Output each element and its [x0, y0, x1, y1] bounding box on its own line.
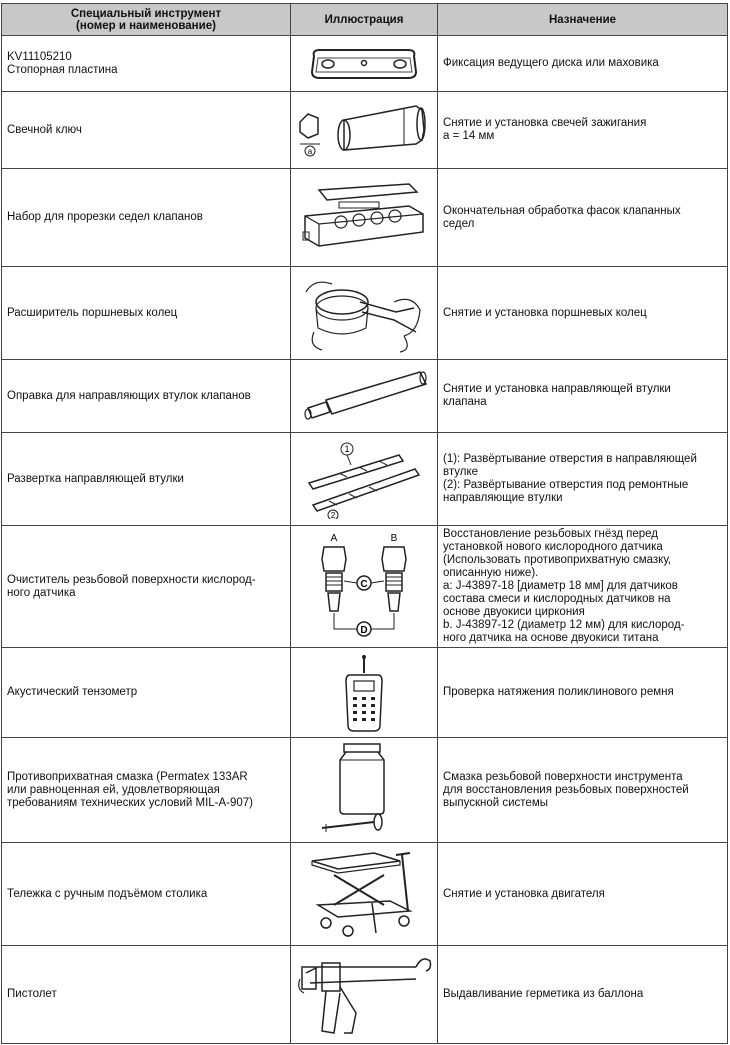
table-row	[2, 92, 728, 169]
tool-cell	[2, 169, 291, 267]
purpose-cell	[438, 36, 728, 92]
purpose-line: Снятие и установка направляющей втулки	[443, 383, 671, 395]
purpose-line: седел	[443, 217, 475, 230]
tool-cell	[2, 433, 291, 526]
purpose-line: (2): Развёртывание отверстия под ремонтные	[443, 479, 689, 491]
table-row	[2, 433, 728, 526]
purpose-line: ного датчика на основе двуокиси титана	[443, 632, 659, 644]
table-row	[2, 526, 728, 648]
purpose-line: выпускной системы	[443, 796, 548, 809]
belt-tension-gauge-icon	[334, 653, 394, 733]
illustration-cell	[291, 267, 438, 360]
table-row	[2, 360, 728, 433]
callout-D: D	[360, 624, 368, 636]
tool-line: Оправка для направляющих втулок клапанов	[7, 389, 251, 402]
valve-guide-drift-icon	[296, 366, 436, 426]
purpose-line: Проверка натяжения поликлинового ремня	[443, 686, 674, 698]
purpose-line: (1): Развёртывание отверстия в направляющей	[443, 453, 697, 465]
lock-plate-icon	[304, 44, 424, 84]
header-row	[2, 4, 728, 36]
spark-plug-socket-icon	[296, 100, 436, 160]
tool-cell	[2, 36, 291, 92]
anti-seize-bottle-icon	[314, 742, 414, 838]
tool-cell	[2, 92, 291, 169]
special-tools-table	[1, 3, 728, 1044]
tool-line: Расширитель поршневых колец	[7, 306, 178, 319]
purpose-cell	[438, 526, 728, 648]
tool-line: Тележка с ручным подъёмом столика	[7, 887, 208, 900]
purpose-line: состава смеси и кислородных датчиков на	[443, 593, 671, 605]
illustration-cell	[291, 738, 438, 843]
purpose-line: Окончательная обработка фасок клапанных	[443, 204, 681, 217]
tool-line: Противоприхватная смазка (Permatex 133AR	[7, 770, 248, 783]
table-row	[2, 738, 728, 843]
purpose-line: (Использовать противоприхватную смазку,	[443, 554, 672, 566]
purpose-cell	[438, 946, 728, 1044]
illustration-cell	[291, 526, 438, 648]
purpose-cell	[438, 267, 728, 360]
table-row	[2, 36, 728, 92]
piston-ring-expander-icon	[304, 272, 424, 354]
header-illustration: Иллюстрация	[291, 4, 438, 36]
purpose-line: Выдавливание герметика из баллона	[443, 988, 644, 1000]
tool-cell	[2, 267, 291, 360]
illustration-cell	[291, 843, 438, 946]
tool-cell	[2, 946, 291, 1044]
illustration-cell	[291, 169, 438, 267]
callout-C: C	[360, 578, 368, 590]
tool-line: Стопорная пластина	[7, 63, 118, 76]
purpose-line: b. J-43897-12 (диаметр 12 мм) для кислород-	[443, 619, 685, 631]
callout-A: A	[330, 532, 338, 544]
tool-cell	[2, 360, 291, 433]
table-row	[2, 946, 728, 1044]
purpose-line: описанную ниже).	[443, 567, 539, 579]
purpose-line: Смазка резьбовой поверхности инструмента	[443, 770, 683, 783]
illustration-cell	[291, 946, 438, 1044]
callout-2: 2	[330, 511, 336, 519]
tool-line: Акустический тензометр	[7, 686, 138, 698]
illustration-cell	[291, 433, 438, 526]
purpose-cell	[438, 738, 728, 843]
illustration-cell	[291, 36, 438, 92]
tool-line: KV11105210	[7, 50, 72, 63]
tool-line: требованиям технических условий MIL-A-907)	[7, 796, 254, 809]
tool-cell	[2, 738, 291, 843]
lift-table-cart-icon	[304, 847, 424, 941]
purpose-line: Снятие и установка поршневых колец	[443, 306, 647, 319]
table-row	[2, 169, 728, 267]
tool-line: Пистолет	[7, 988, 57, 1000]
tool-line: Очиститель резьбовой поверхности кислород-	[7, 573, 256, 586]
header-tool-text: Специальный инструмент (номер и наименование)	[70, 7, 222, 32]
callout-1: 1	[344, 444, 350, 454]
tool-line: Свечной ключ	[7, 123, 82, 136]
tool-cell	[2, 843, 291, 946]
callout-a: a	[307, 147, 313, 156]
table-row	[2, 843, 728, 946]
purpose-cell	[438, 169, 728, 267]
sealant-gun-icon	[296, 953, 436, 1037]
purpose-line: Восстановление резьбовых гнёзд перед	[443, 528, 659, 540]
purpose-line: клапана	[443, 396, 487, 408]
tool-line: Развертка направляющей втулки	[7, 472, 184, 485]
thread-chaser-icon	[304, 531, 424, 643]
purpose-cell	[438, 433, 728, 526]
table-row	[2, 267, 728, 360]
callout-B: B	[390, 532, 398, 544]
tool-cell	[2, 526, 291, 648]
purpose-cell	[438, 648, 728, 738]
purpose-line: a = 14 мм	[443, 130, 495, 142]
header-tool	[2, 4, 291, 36]
purpose-line: Фиксация ведущего диска или маховика	[443, 57, 659, 69]
purpose-line: основе двуокиси циркония	[443, 606, 585, 618]
valve-guide-reamer-icon	[299, 439, 429, 519]
tool-cell	[2, 648, 291, 738]
purpose-line: для восстановления резьбовых поверхностей	[443, 783, 689, 796]
illustration-cell	[291, 360, 438, 433]
tool-line: или равноценная ей, удовлетворяющая	[7, 783, 220, 796]
table-row	[2, 648, 728, 738]
tool-line: Набор для прорезки седел клапанов	[7, 211, 203, 223]
header-purpose: Назначение	[438, 4, 728, 36]
purpose-line: направляющие втулки	[443, 492, 563, 504]
purpose-line: установкой нового кислородного датчика	[443, 541, 663, 553]
purpose-cell	[438, 92, 728, 169]
illustration-cell	[291, 648, 438, 738]
purpose-line: Снятие и установка свечей зажигания	[443, 117, 647, 129]
tool-line: ного датчика	[7, 586, 76, 599]
purpose-line: втулке	[443, 466, 479, 478]
purpose-line: a: J-43897-18 [диаметр 18 мм] для датчиков	[443, 580, 678, 592]
purpose-cell	[438, 360, 728, 433]
purpose-cell	[438, 843, 728, 946]
purpose-line: Снятие и установка двигателя	[443, 887, 605, 900]
illustration-cell	[291, 92, 438, 169]
valve-seat-cutter-set-icon	[299, 180, 429, 256]
